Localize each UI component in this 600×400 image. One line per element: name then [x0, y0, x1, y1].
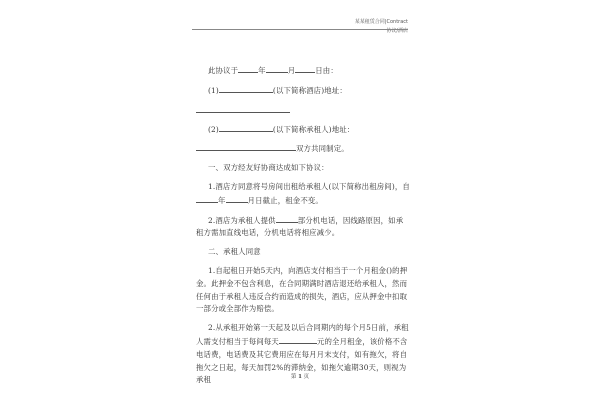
text-fragment: 2.酒店为承租人提供 — [208, 215, 276, 225]
blank-hotel-address — [196, 104, 290, 113]
text-fragment: 年 — [218, 195, 226, 205]
header-title: 某某租赁合同|Contract — [354, 19, 408, 25]
text-fragment: 双方共同制定。 — [296, 144, 349, 154]
section-2-item-1: 1.自起租日开始5天内，向酒店支付相当于一个月租金()的押金。此押金不包含利息，在合同期满时酒店退还给承租人，然而任何由于承租人违反合约而造成的损失，酒店，应从押金中扣取一部分或全部作为赔偿。 — [196, 265, 408, 314]
paragraph-hotel — [196, 84, 410, 98]
text-fragment: 1.酒店方同意将号房间出租给承租人(以下简称出租房间)，自 — [208, 181, 410, 191]
text-fragment: 月 — [247, 195, 256, 205]
text-fragment: (以下简称承租人)地址： — [272, 124, 355, 134]
header-subtitle: 协议/酒店 — [386, 28, 408, 34]
footer-text: 第 — [290, 374, 297, 380]
text-fragment: 日截止，租金不变。 — [255, 195, 323, 205]
contract-body — [196, 64, 410, 393]
section-1-heading: 一、双方经友好协商达成如下协议： — [208, 163, 329, 173]
section-1-item-2 — [196, 214, 410, 241]
header-divider — [192, 29, 408, 30]
text-fragment: (以下简称酒店)地址： — [272, 85, 347, 95]
blank-day — [295, 64, 315, 73]
blank-end-month — [226, 194, 248, 203]
paragraph-formulate — [196, 142, 410, 156]
blank-daily-rent — [279, 335, 317, 344]
blank-phone-count — [276, 214, 298, 223]
text-fragment: 此协议于 — [208, 66, 239, 75]
text-fragment: (2) — [208, 124, 219, 134]
page-header — [355, 18, 408, 36]
text-fragment: 部分机电话，因线路原因，如承 — [297, 215, 404, 225]
page-footer — [0, 372, 600, 380]
blank-month — [266, 64, 288, 73]
paragraph-tenant — [196, 123, 410, 137]
text-fragment: 2.从承租开始第一天起及以后合同期内的每个月5日前，承租人需支付相当于每间每天 — [196, 323, 409, 346]
section-2-heading: 二、承租人同意 — [208, 247, 261, 257]
text-fragment: 月 — [287, 66, 296, 75]
footer-text: 页 — [303, 374, 310, 380]
text-fragment: 租方需加直线电话，分机电话将相应减少。 — [196, 228, 340, 238]
text-fragment: 年 — [258, 66, 266, 75]
blank-tenant-address — [196, 142, 296, 151]
text-fragment: (1) — [208, 85, 219, 95]
text-fragment: 元的全月租金，该价格不含电话费，电话费及其它费用应在每月月末支付，如有拖欠，将自拖欠之日起，每天加罚2%的滞纳金，如拖欠逾期30天，则视为承租 — [196, 336, 408, 385]
blank-year — [238, 64, 258, 73]
page-number: 1 — [298, 374, 302, 380]
blank-tenant-name — [219, 123, 273, 132]
blank-end-year — [196, 194, 218, 203]
text-fragment: 日由： — [315, 66, 338, 75]
section-1-item-1 — [196, 181, 410, 208]
paragraph-date — [196, 64, 410, 78]
blank-hotel-name — [219, 84, 273, 93]
